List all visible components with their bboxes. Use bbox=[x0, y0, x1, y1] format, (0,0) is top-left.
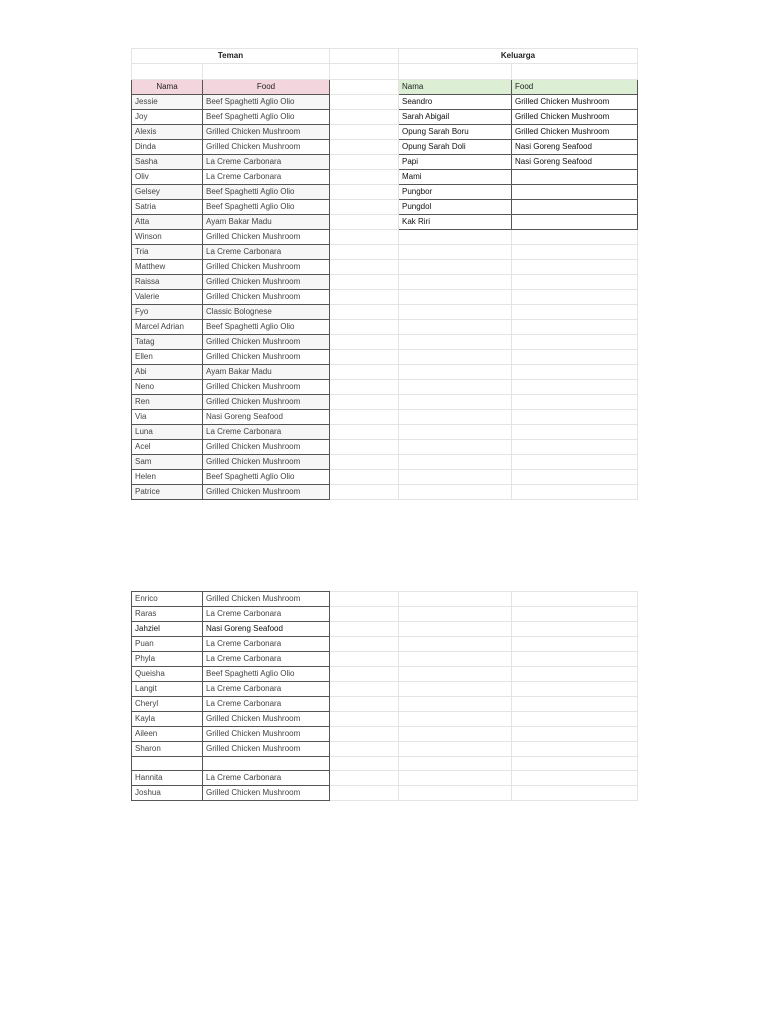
teman-name-cell[interactable]: Fyo bbox=[132, 305, 203, 320]
table-row bbox=[132, 757, 638, 771]
keluarga-food-cell[interactable] bbox=[512, 185, 638, 200]
empty-cell[interactable] bbox=[330, 140, 399, 155]
teman-food-cell[interactable]: Grilled Chicken Mushroom bbox=[203, 140, 330, 155]
empty-cell[interactable] bbox=[512, 245, 638, 260]
empty-cell[interactable] bbox=[399, 290, 512, 305]
empty-cell[interactable] bbox=[399, 485, 512, 500]
teman-name-cell[interactable] bbox=[132, 757, 203, 771]
keluarga-title[interactable]: Keluarga bbox=[399, 49, 638, 64]
table-row bbox=[132, 275, 638, 290]
keluarga-food-cell[interactable] bbox=[512, 215, 638, 230]
empty-cell[interactable] bbox=[399, 305, 512, 320]
top-sheet bbox=[131, 48, 638, 500]
empty-cell[interactable] bbox=[330, 727, 399, 742]
keluarga-food-cell[interactable]: Grilled Chicken Mushroom bbox=[512, 95, 638, 110]
empty-cell[interactable] bbox=[512, 455, 638, 470]
teman-name-cell[interactable]: Alexis bbox=[132, 125, 203, 140]
header-row bbox=[132, 80, 638, 95]
teman-name-cell[interactable]: Marcel Adrian bbox=[132, 320, 203, 335]
empty-cell[interactable] bbox=[330, 440, 399, 455]
teman-food-cell[interactable]: Grilled Chicken Mushroom bbox=[203, 350, 330, 365]
empty-cell[interactable] bbox=[330, 622, 399, 637]
teman-food-cell[interactable]: Grilled Chicken Mushroom bbox=[203, 485, 330, 500]
teman-food-cell[interactable]: Grilled Chicken Mushroom bbox=[203, 592, 330, 607]
teman-food-cell[interactable]: Grilled Chicken Mushroom bbox=[203, 712, 330, 727]
table-row bbox=[132, 305, 638, 320]
teman-food-cell[interactable]: Nasi Goreng Seafood bbox=[203, 622, 330, 637]
table-row bbox=[132, 652, 638, 667]
empty-cell[interactable] bbox=[330, 125, 399, 140]
empty-cell[interactable] bbox=[512, 697, 638, 712]
empty-cell[interactable] bbox=[512, 607, 638, 622]
table-row bbox=[132, 245, 638, 260]
empty-cell[interactable] bbox=[512, 485, 638, 500]
empty-cell[interactable] bbox=[330, 410, 399, 425]
teman-name-cell[interactable]: Tria bbox=[132, 245, 203, 260]
empty-cell[interactable] bbox=[330, 607, 399, 622]
table-row bbox=[132, 335, 638, 350]
keluarga-name-cell[interactable]: Mami bbox=[399, 170, 512, 185]
bottom-sheet bbox=[131, 591, 638, 801]
keluarga-name-cell[interactable]: Kak Riri bbox=[399, 215, 512, 230]
empty-cell[interactable] bbox=[330, 771, 399, 786]
teman-name-cell[interactable]: Acel bbox=[132, 440, 203, 455]
empty-cell[interactable] bbox=[330, 637, 399, 652]
empty-cell[interactable] bbox=[330, 110, 399, 125]
empty-cell[interactable] bbox=[399, 592, 512, 607]
empty-cell[interactable] bbox=[330, 80, 399, 95]
empty-cell[interactable] bbox=[512, 727, 638, 742]
empty-cell[interactable] bbox=[399, 395, 512, 410]
table-row bbox=[132, 786, 638, 801]
table-row bbox=[132, 607, 638, 622]
teman-food-cell[interactable]: Beef Spaghetti Aglio Olio bbox=[203, 200, 330, 215]
empty-cell[interactable] bbox=[330, 185, 399, 200]
empty-cell[interactable] bbox=[330, 697, 399, 712]
teman-name-cell[interactable]: Winson bbox=[132, 230, 203, 245]
table-row bbox=[132, 682, 638, 697]
keluarga-food-cell[interactable] bbox=[512, 170, 638, 185]
teman-name-cell[interactable]: Ren bbox=[132, 395, 203, 410]
table-row bbox=[132, 697, 638, 712]
teman-name-cell[interactable]: Abi bbox=[132, 365, 203, 380]
empty-cell[interactable] bbox=[330, 757, 399, 771]
empty-cell[interactable] bbox=[330, 49, 399, 64]
teman-name-cell[interactable]: Raissa bbox=[132, 275, 203, 290]
empty-cell[interactable] bbox=[512, 440, 638, 455]
empty-cell[interactable] bbox=[330, 592, 399, 607]
teman-food-cell[interactable]: Grilled Chicken Mushroom bbox=[203, 380, 330, 395]
empty-cell[interactable] bbox=[399, 727, 512, 742]
empty-cell[interactable] bbox=[330, 380, 399, 395]
empty-cell[interactable] bbox=[512, 290, 638, 305]
keluarga-header-nama[interactable]: Nama bbox=[399, 80, 512, 95]
empty-cell[interactable] bbox=[330, 335, 399, 350]
teman-name-cell[interactable]: Queisha bbox=[132, 667, 203, 682]
empty-cell[interactable] bbox=[512, 470, 638, 485]
keluarga-name-cell[interactable]: Papi bbox=[399, 155, 512, 170]
table-row bbox=[132, 622, 638, 637]
table-row bbox=[132, 470, 638, 485]
teman-title[interactable]: Teman bbox=[132, 49, 330, 64]
teman-name-cell[interactable]: Valerie bbox=[132, 290, 203, 305]
teman-name-cell[interactable]: Joshua bbox=[132, 786, 203, 801]
title-row bbox=[132, 49, 638, 64]
table-row bbox=[132, 425, 638, 440]
teman-food-cell[interactable]: Ayam Bakar Madu bbox=[203, 365, 330, 380]
teman-food-cell[interactable]: Grilled Chicken Mushroom bbox=[203, 440, 330, 455]
teman-food-cell[interactable]: Grilled Chicken Mushroom bbox=[203, 455, 330, 470]
teman-name-cell[interactable]: Helen bbox=[132, 470, 203, 485]
teman-food-cell[interactable]: Classic Bolognese bbox=[203, 305, 330, 320]
empty-cell[interactable] bbox=[330, 667, 399, 682]
empty-cell[interactable] bbox=[399, 425, 512, 440]
empty-cell[interactable] bbox=[330, 170, 399, 185]
teman-food-cell[interactable]: La Creme Carbonara bbox=[203, 637, 330, 652]
teman-name-cell[interactable]: Patrice bbox=[132, 485, 203, 500]
empty-cell[interactable] bbox=[512, 592, 638, 607]
empty-cell[interactable] bbox=[512, 652, 638, 667]
empty-cell[interactable] bbox=[330, 215, 399, 230]
teman-food-cell[interactable]: Nasi Goreng Seafood bbox=[203, 410, 330, 425]
spacer-row bbox=[132, 64, 638, 80]
empty-cell[interactable] bbox=[330, 786, 399, 801]
empty-cell[interactable] bbox=[330, 425, 399, 440]
teman-food-cell[interactable]: Grilled Chicken Mushroom bbox=[203, 742, 330, 757]
empty-cell[interactable] bbox=[512, 275, 638, 290]
empty-cell[interactable] bbox=[330, 260, 399, 275]
empty-cell[interactable] bbox=[512, 395, 638, 410]
teman-food-cell[interactable]: Grilled Chicken Mushroom bbox=[203, 335, 330, 350]
teman-food-cell[interactable]: La Creme Carbonara bbox=[203, 245, 330, 260]
keluarga-name-cell[interactable]: Pungbor bbox=[399, 185, 512, 200]
teman-name-cell[interactable]: Phyla bbox=[132, 652, 203, 667]
empty-cell[interactable] bbox=[512, 410, 638, 425]
teman-food-cell[interactable]: La Creme Carbonara bbox=[203, 682, 330, 697]
table-row bbox=[132, 290, 638, 305]
teman-food-cell[interactable]: Beef Spaghetti Aglio Olio bbox=[203, 470, 330, 485]
table-row bbox=[132, 260, 638, 275]
teman-name-cell[interactable]: Dinda bbox=[132, 140, 203, 155]
empty-cell[interactable] bbox=[512, 771, 638, 786]
keluarga-food-cell[interactable]: Grilled Chicken Mushroom bbox=[512, 110, 638, 125]
teman-name-cell[interactable]: Puan bbox=[132, 637, 203, 652]
table-row bbox=[132, 592, 638, 607]
empty-cell[interactable] bbox=[330, 230, 399, 245]
teman-food-cell[interactable]: Grilled Chicken Mushroom bbox=[203, 786, 330, 801]
teman-name-cell[interactable]: Atta bbox=[132, 215, 203, 230]
table-row bbox=[132, 455, 638, 470]
empty-cell[interactable] bbox=[399, 697, 512, 712]
empty-cell[interactable] bbox=[399, 607, 512, 622]
teman-food-cell[interactable]: Grilled Chicken Mushroom bbox=[203, 230, 330, 245]
teman-name-cell[interactable]: Tatag bbox=[132, 335, 203, 350]
teman-food-cell[interactable]: Grilled Chicken Mushroom bbox=[203, 125, 330, 140]
teman-food-cell[interactable]: Grilled Chicken Mushroom bbox=[203, 260, 330, 275]
teman-name-cell[interactable]: Matthew bbox=[132, 260, 203, 275]
teman-name-cell[interactable]: Joy bbox=[132, 110, 203, 125]
empty-cell[interactable] bbox=[512, 622, 638, 637]
teman-name-cell[interactable]: Satria bbox=[132, 200, 203, 215]
keluarga-food-cell[interactable] bbox=[512, 200, 638, 215]
empty-cell[interactable] bbox=[399, 771, 512, 786]
empty-cell[interactable] bbox=[512, 682, 638, 697]
teman-name-cell[interactable]: Raras bbox=[132, 607, 203, 622]
empty-cell[interactable] bbox=[330, 350, 399, 365]
empty-cell[interactable] bbox=[330, 245, 399, 260]
teman-name-cell[interactable]: Gelsey bbox=[132, 185, 203, 200]
empty-cell[interactable] bbox=[203, 64, 330, 80]
empty-cell[interactable] bbox=[399, 455, 512, 470]
teman-name-cell[interactable]: Neno bbox=[132, 380, 203, 395]
empty-cell[interactable] bbox=[399, 757, 512, 771]
table-row bbox=[132, 485, 638, 500]
empty-cell[interactable] bbox=[330, 742, 399, 757]
empty-cell[interactable] bbox=[399, 245, 512, 260]
table-row bbox=[132, 380, 638, 395]
empty-cell[interactable] bbox=[399, 320, 512, 335]
top-sheet-body bbox=[132, 49, 638, 500]
keluarga-name-cell[interactable]: Opung Sarah Boru bbox=[399, 125, 512, 140]
empty-cell[interactable] bbox=[399, 64, 512, 80]
teman-food-cell[interactable]: Beef Spaghetti Aglio Olio bbox=[203, 320, 330, 335]
empty-cell[interactable] bbox=[399, 275, 512, 290]
teman-name-cell[interactable]: Kayla bbox=[132, 712, 203, 727]
empty-cell[interactable] bbox=[330, 320, 399, 335]
table-row bbox=[132, 667, 638, 682]
teman-food-cell[interactable] bbox=[203, 757, 330, 771]
empty-cell[interactable] bbox=[330, 682, 399, 697]
table-row bbox=[132, 215, 638, 230]
empty-cell[interactable] bbox=[512, 320, 638, 335]
empty-cell[interactable] bbox=[330, 455, 399, 470]
keluarga-name-cell[interactable]: Opung Sarah Doli bbox=[399, 140, 512, 155]
empty-cell[interactable] bbox=[512, 742, 638, 757]
table-row bbox=[132, 155, 638, 170]
teman-name-cell[interactable]: Sharon bbox=[132, 742, 203, 757]
teman-name-cell[interactable]: Jahziel bbox=[132, 622, 203, 637]
empty-cell[interactable] bbox=[330, 470, 399, 485]
teman-header-food[interactable]: Food bbox=[203, 80, 330, 95]
empty-cell[interactable] bbox=[330, 395, 399, 410]
empty-cell[interactable] bbox=[512, 786, 638, 801]
teman-name-cell[interactable]: Ellen bbox=[132, 350, 203, 365]
empty-cell[interactable] bbox=[330, 155, 399, 170]
teman-food-cell[interactable]: La Creme Carbonara bbox=[203, 607, 330, 622]
bottom-sheet-body bbox=[132, 592, 638, 801]
empty-cell[interactable] bbox=[512, 365, 638, 380]
keluarga-name-cell[interactable]: Seandro bbox=[399, 95, 512, 110]
empty-cell[interactable] bbox=[512, 712, 638, 727]
teman-food-cell[interactable]: La Creme Carbonara bbox=[203, 697, 330, 712]
teman-food-cell[interactable]: Grilled Chicken Mushroom bbox=[203, 727, 330, 742]
empty-cell[interactable] bbox=[330, 485, 399, 500]
keluarga-name-cell[interactable]: Sarah Abigail bbox=[399, 110, 512, 125]
keluarga-food-cell[interactable]: Grilled Chicken Mushroom bbox=[512, 125, 638, 140]
teman-food-cell[interactable]: Beef Spaghetti Aglio Olio bbox=[203, 185, 330, 200]
table-row bbox=[132, 95, 638, 110]
table-row bbox=[132, 771, 638, 786]
empty-cell[interactable] bbox=[399, 335, 512, 350]
teman-food-cell[interactable]: Beef Spaghetti Aglio Olio bbox=[203, 110, 330, 125]
teman-name-cell[interactable]: Via bbox=[132, 410, 203, 425]
empty-cell[interactable] bbox=[399, 682, 512, 697]
empty-cell[interactable] bbox=[512, 667, 638, 682]
empty-cell[interactable] bbox=[330, 365, 399, 380]
empty-cell[interactable] bbox=[399, 470, 512, 485]
empty-cell[interactable] bbox=[399, 652, 512, 667]
empty-cell[interactable] bbox=[330, 64, 399, 80]
keluarga-food-cell[interactable]: Nasi Goreng Seafood bbox=[512, 155, 638, 170]
teman-name-cell[interactable]: Jessie bbox=[132, 95, 203, 110]
table-row bbox=[132, 140, 638, 155]
teman-name-cell[interactable]: Oliv bbox=[132, 170, 203, 185]
table-row bbox=[132, 170, 638, 185]
teman-food-cell[interactable]: La Creme Carbonara bbox=[203, 652, 330, 667]
empty-cell[interactable] bbox=[330, 95, 399, 110]
empty-cell[interactable] bbox=[132, 64, 203, 80]
empty-cell[interactable] bbox=[330, 305, 399, 320]
empty-cell[interactable] bbox=[399, 712, 512, 727]
table-row bbox=[132, 637, 638, 652]
empty-cell[interactable] bbox=[399, 410, 512, 425]
empty-cell[interactable] bbox=[512, 260, 638, 275]
teman-food-cell[interactable]: Ayam Bakar Madu bbox=[203, 215, 330, 230]
teman-food-cell[interactable]: Grilled Chicken Mushroom bbox=[203, 290, 330, 305]
table-row bbox=[132, 440, 638, 455]
empty-cell[interactable] bbox=[399, 365, 512, 380]
empty-cell[interactable] bbox=[512, 350, 638, 365]
teman-food-cell[interactable]: Grilled Chicken Mushroom bbox=[203, 275, 330, 290]
table-row bbox=[132, 395, 638, 410]
teman-food-cell[interactable]: Beef Spaghetti Aglio Olio bbox=[203, 667, 330, 682]
teman-name-cell[interactable]: Enrico bbox=[132, 592, 203, 607]
teman-food-cell[interactable]: Grilled Chicken Mushroom bbox=[203, 395, 330, 410]
empty-cell[interactable] bbox=[512, 305, 638, 320]
teman-food-cell[interactable]: La Creme Carbonara bbox=[203, 771, 330, 786]
empty-cell[interactable] bbox=[512, 757, 638, 771]
empty-cell[interactable] bbox=[512, 64, 638, 80]
empty-cell[interactable] bbox=[399, 230, 512, 245]
empty-cell[interactable] bbox=[399, 350, 512, 365]
empty-cell[interactable] bbox=[399, 742, 512, 757]
teman-food-cell[interactable]: Beef Spaghetti Aglio Olio bbox=[203, 95, 330, 110]
empty-cell[interactable] bbox=[399, 622, 512, 637]
empty-cell[interactable] bbox=[330, 275, 399, 290]
empty-cell[interactable] bbox=[330, 200, 399, 215]
teman-food-cell[interactable]: La Creme Carbonara bbox=[203, 155, 330, 170]
table-row bbox=[132, 320, 638, 335]
empty-cell[interactable] bbox=[512, 425, 638, 440]
empty-cell[interactable] bbox=[330, 652, 399, 667]
empty-cell[interactable] bbox=[399, 260, 512, 275]
empty-cell[interactable] bbox=[399, 667, 512, 682]
teman-header-nama[interactable]: Nama bbox=[132, 80, 203, 95]
table-row bbox=[132, 110, 638, 125]
empty-cell[interactable] bbox=[399, 440, 512, 455]
teman-food-cell[interactable]: La Creme Carbonara bbox=[203, 170, 330, 185]
empty-cell[interactable] bbox=[399, 380, 512, 395]
empty-cell[interactable] bbox=[330, 290, 399, 305]
empty-cell[interactable] bbox=[512, 637, 638, 652]
table-row bbox=[132, 365, 638, 380]
table-row bbox=[132, 727, 638, 742]
empty-cell[interactable] bbox=[512, 230, 638, 245]
teman-name-cell[interactable]: Sasha bbox=[132, 155, 203, 170]
empty-cell[interactable] bbox=[512, 335, 638, 350]
teman-name-cell[interactable]: Cheryl bbox=[132, 697, 203, 712]
teman-name-cell[interactable]: Luna bbox=[132, 425, 203, 440]
table-row bbox=[132, 125, 638, 140]
empty-cell[interactable] bbox=[512, 380, 638, 395]
teman-name-cell[interactable]: Langit bbox=[132, 682, 203, 697]
teman-name-cell[interactable]: Hannita bbox=[132, 771, 203, 786]
teman-name-cell[interactable]: Aileen bbox=[132, 727, 203, 742]
empty-cell[interactable] bbox=[330, 712, 399, 727]
table-row bbox=[132, 185, 638, 200]
table-row bbox=[132, 230, 638, 245]
table-row bbox=[132, 410, 638, 425]
keluarga-food-cell[interactable]: Nasi Goreng Seafood bbox=[512, 140, 638, 155]
teman-name-cell[interactable]: Sam bbox=[132, 455, 203, 470]
table-row bbox=[132, 712, 638, 727]
table-row bbox=[132, 742, 638, 757]
teman-food-cell[interactable]: La Creme Carbonara bbox=[203, 425, 330, 440]
keluarga-name-cell[interactable]: Pungdol bbox=[399, 200, 512, 215]
table-row bbox=[132, 350, 638, 365]
keluarga-header-food[interactable]: Food bbox=[512, 80, 638, 95]
empty-cell[interactable] bbox=[399, 637, 512, 652]
table-row bbox=[132, 200, 638, 215]
empty-cell[interactable] bbox=[399, 786, 512, 801]
